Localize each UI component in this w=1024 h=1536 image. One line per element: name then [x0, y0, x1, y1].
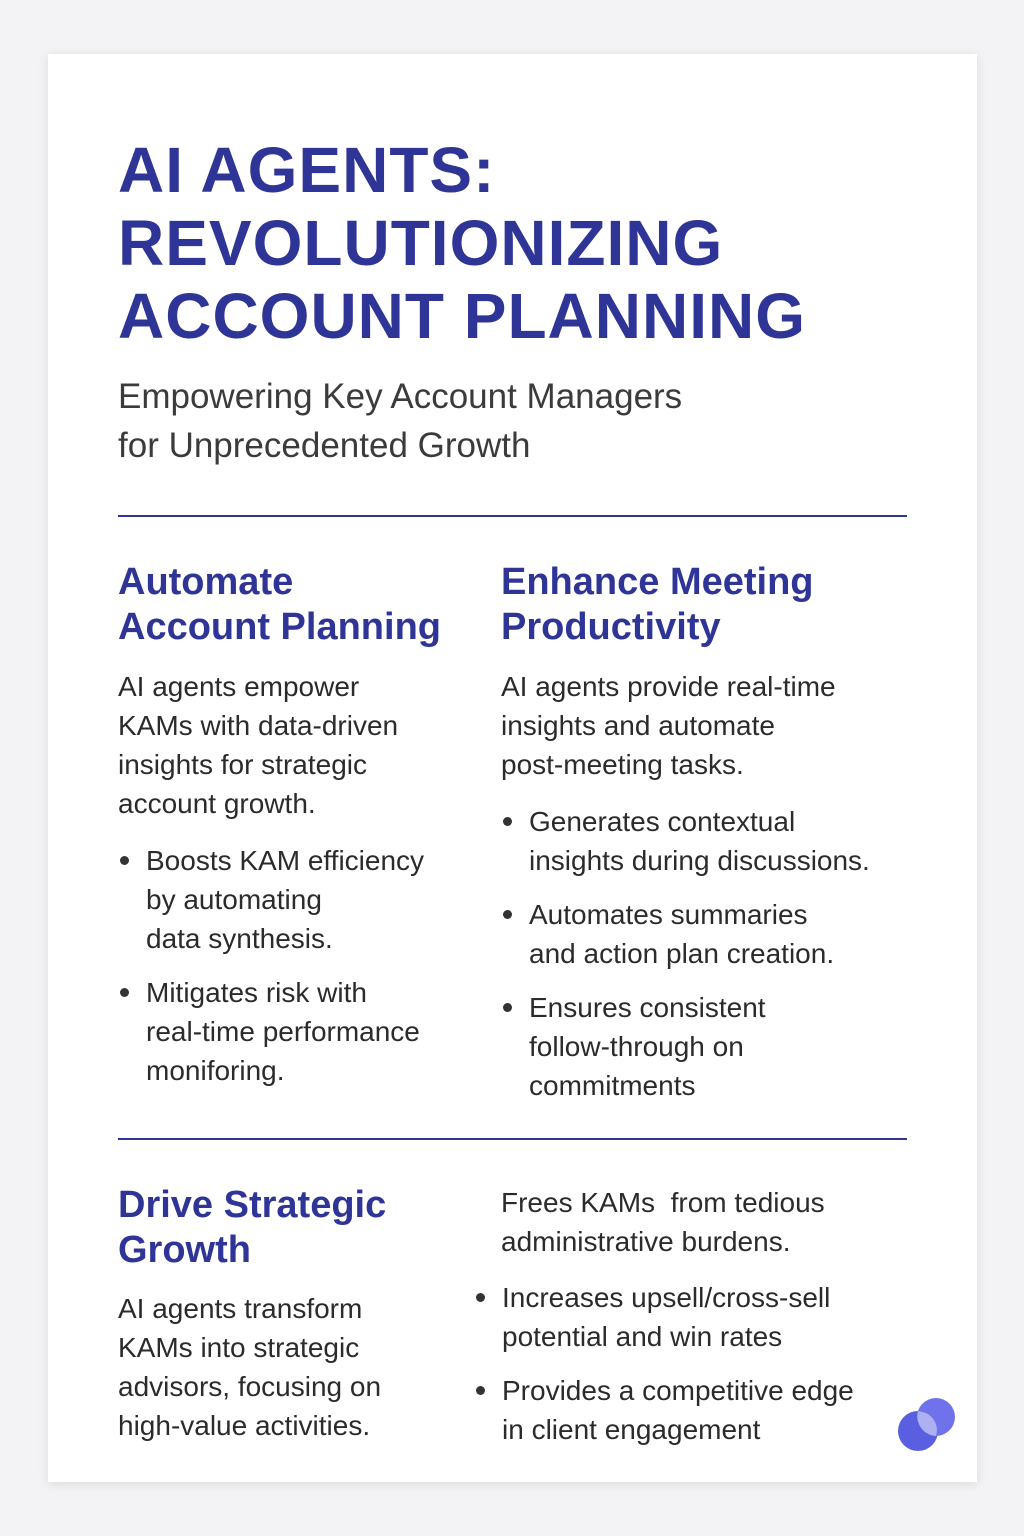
heading-line: Productivity: [501, 606, 721, 648]
text-line: commitments: [529, 1070, 696, 1101]
middle-divider: [118, 1138, 907, 1140]
title-line: ACCOUNT PLANNING: [118, 280, 806, 352]
bullet-dot-icon: [476, 1293, 485, 1302]
text-line: advisors, focusing on: [118, 1371, 382, 1402]
text-line: administrative burdens.: [501, 1226, 791, 1257]
automate-bullets: [118, 841, 488, 1105]
text-line: insights for strategic: [118, 749, 367, 780]
title-line: REVOLUTIONIZING: [118, 207, 724, 279]
automate-heading: [118, 560, 478, 650]
text-line: Automates summaries: [529, 899, 808, 930]
text-line: account growth.: [118, 788, 316, 819]
text-line: follow-through on: [529, 1031, 744, 1062]
text-line: insights during discussions.: [529, 845, 870, 876]
list-item: [118, 841, 488, 958]
text-line: Provides a competitive edge: [502, 1375, 854, 1406]
meeting-bullets: [501, 802, 911, 1120]
list-item: [474, 1371, 904, 1449]
text-line: Generates contextual: [529, 806, 796, 837]
text-line: AI agents transform: [118, 1293, 363, 1324]
text-line: KAMs into strategic: [118, 1332, 360, 1363]
subtitle-line: Empowering Key Account Managers: [118, 377, 683, 416]
bullet-dot-icon: [503, 910, 512, 919]
list-item: [118, 973, 488, 1090]
text-line: moniforing.: [146, 1055, 285, 1086]
bullet-dot-icon: [120, 988, 129, 997]
text-line: in client engagement: [502, 1414, 761, 1445]
list-item: [474, 1278, 904, 1356]
text-line: potential and win rates: [502, 1321, 783, 1352]
heading-line: Enhance Meeting: [501, 561, 814, 603]
subtitle-line: for Unprecedented Growth: [118, 426, 531, 465]
automate-intro: [118, 667, 478, 823]
text-line: KAMs with data-driven: [118, 710, 399, 741]
text-line: Ensures consistent: [529, 992, 766, 1023]
strategic-heading: [118, 1183, 478, 1273]
frees-bullets: [474, 1278, 904, 1464]
text-line: Boosts KAM efficiency: [146, 845, 425, 876]
bullet-dot-icon: [476, 1386, 485, 1395]
overlapping-circles-icon: [896, 1396, 958, 1454]
title-line: AI AGENTS:: [118, 134, 496, 206]
bullet-dot-icon: [120, 856, 129, 865]
text-line: post-meeting tasks.: [501, 749, 744, 780]
list-item: [501, 802, 911, 880]
text-line: high-value activities.: [118, 1410, 371, 1441]
text-line: Increases upsell/cross-sell: [502, 1282, 831, 1313]
heading-line: Growth: [118, 1229, 251, 1271]
bullet-dot-icon: [503, 817, 512, 826]
text-line: real-time performance: [146, 1016, 420, 1047]
text-line: AI agents provide real-time: [501, 671, 836, 702]
text-line: and action plan creation.: [529, 938, 835, 969]
strategic-intro: [118, 1289, 478, 1445]
text-line: Mitigates risk with: [146, 977, 367, 1008]
list-item: [501, 988, 911, 1105]
text-line: by automating: [146, 884, 322, 915]
heading-line: Account Planning: [118, 606, 441, 648]
frees-intro: [501, 1183, 901, 1261]
text-line: data synthesis.: [146, 923, 333, 954]
bullet-dot-icon: [503, 1003, 512, 1012]
heading-line: Automate: [118, 561, 294, 603]
page-subtitle: [118, 372, 818, 470]
text-line: insights and automate: [501, 710, 775, 741]
meeting-heading: [501, 560, 901, 650]
text-line: AI agents empower: [118, 671, 360, 702]
text-line: Frees KAMs from tedious: [501, 1187, 825, 1218]
meeting-intro: [501, 667, 901, 784]
heading-line: Drive Strategic: [118, 1184, 387, 1226]
top-divider: [118, 515, 907, 517]
list-item: [501, 895, 911, 973]
page-title: [118, 134, 918, 353]
